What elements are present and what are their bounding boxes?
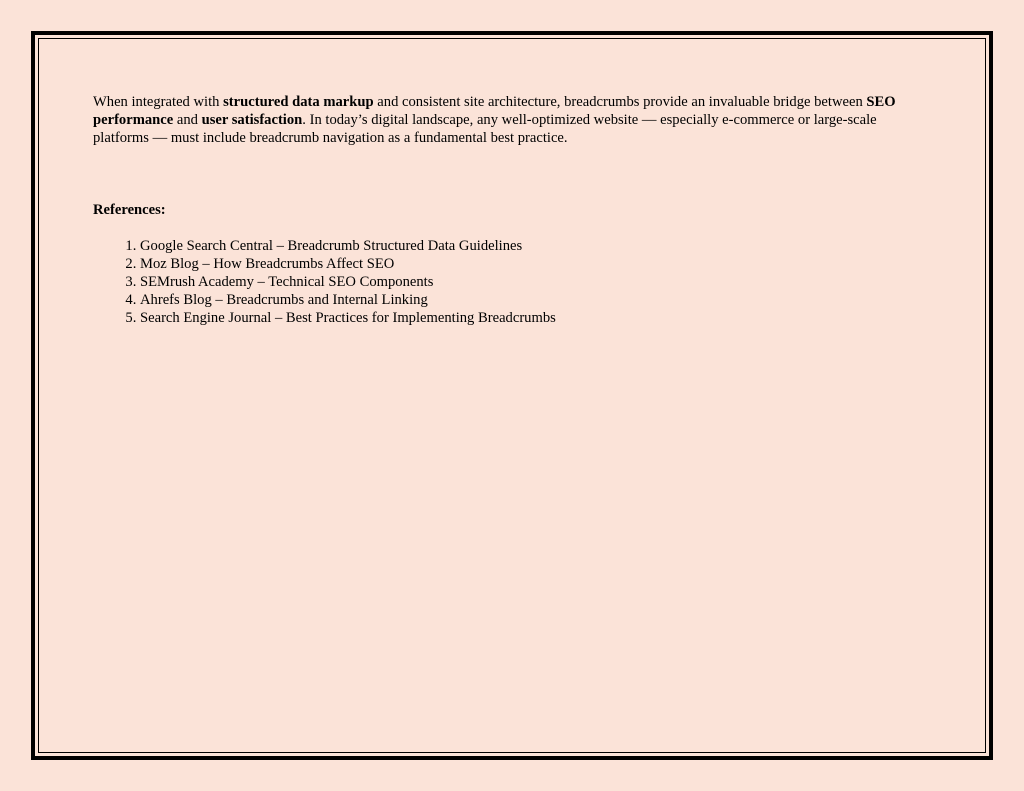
paragraph-text-1: When integrated with bbox=[93, 94, 224, 110]
references-heading: References: bbox=[93, 202, 166, 218]
paragraph-text-2: and consistent site architecture, breadcrumbs provide an invaluable bridge between bbox=[373, 94, 867, 110]
seo-performance-bold: SEO performance bbox=[93, 94, 896, 128]
structured-data-markup-bold: structured data markup bbox=[223, 94, 374, 110]
reference-item: 1. Google Search Central – Breadcrumb Structured Data Guidelines bbox=[140, 237, 923, 255]
paragraph-text-4: . In today’s digital landscape, any well-optimized website — especially e-commerce or large-scale platforms — must include breadcrumb navigation as a fundamental best practice. bbox=[93, 112, 877, 146]
paragraph-text-3: and bbox=[173, 112, 202, 128]
reference-item: 3. SEMrush Academy – Technical SEO Components bbox=[140, 273, 923, 291]
reference-item: 4. Ahrefs Blog – Breadcrumbs and Internal Linking bbox=[140, 291, 923, 309]
references-list bbox=[93, 237, 923, 327]
user-satisfaction-bold: user satisfaction bbox=[201, 112, 303, 128]
summary-paragraph bbox=[93, 93, 923, 147]
reference-item: 2. Moz Blog – How Breadcrumbs Affect SEO bbox=[140, 255, 923, 273]
reference-item: 5. Search Engine Journal – Best Practices for Implementing Breadcrumbs bbox=[140, 309, 923, 327]
document-content bbox=[93, 93, 923, 327]
